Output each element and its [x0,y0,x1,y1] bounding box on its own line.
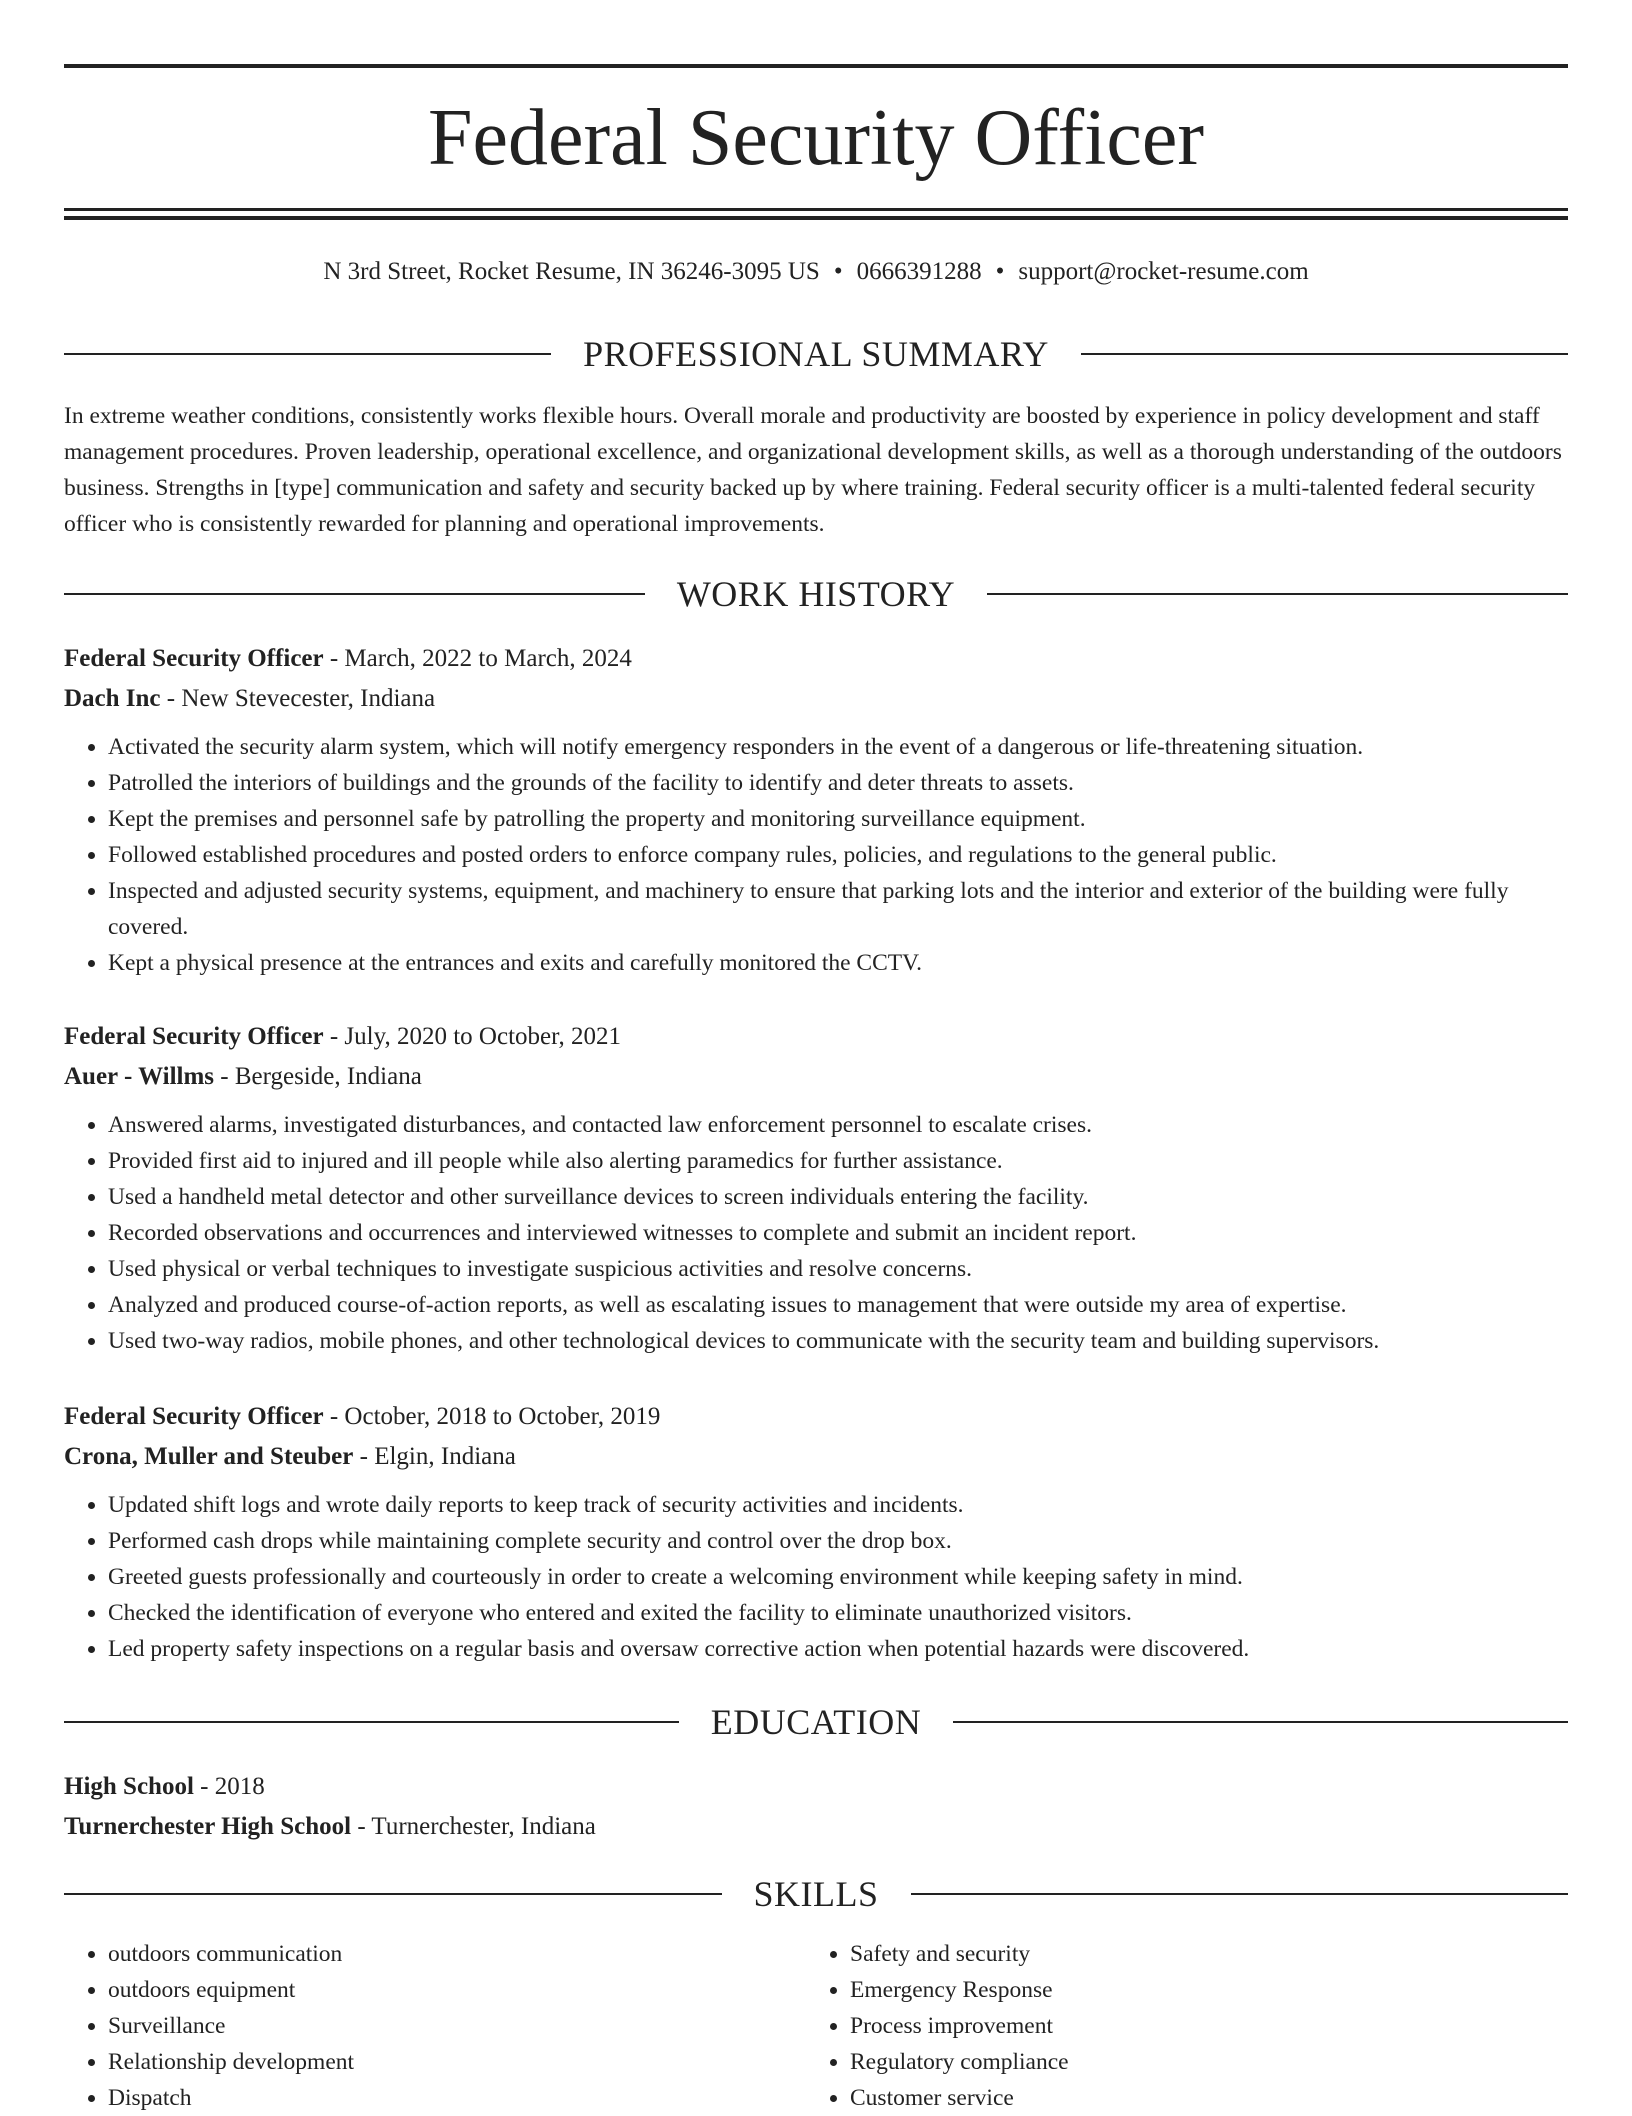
job-duty: • Analyzed and produced course-of-action reports, as well as escalating issues to management that were outside my area of expertise. [108,1287,1568,1323]
job-location: - Bergeside, Indiana [214,1063,422,1090]
heading-rule [987,593,1568,595]
heading-rule [64,593,645,595]
job-entry [64,1397,1568,1667]
contact-address: N 3rd Street, Rocket Resume, IN 36246-3095 US [323,258,820,285]
job-duty: • Provided first aid to injured and ill people while also alerting paramedics for further assistance. [108,1143,1568,1179]
skill-item: • Customer service [850,2080,1548,2116]
job-duties-list [64,729,1568,981]
job-duty: • Answered alarms, investigated disturbances, and contacted law enforcement personnel to escalate crises. [108,1107,1568,1143]
job-duty: • Kept the premises and personnel safe by patrolling the property and monitoring surveillance equipment. [108,801,1568,837]
skills-heading [64,1872,1568,1916]
heading-rule [953,1721,1568,1723]
job-duty: • Activated the security alarm system, which will notify emergency responders in the event of a dangerous or life-threatening situation. [108,729,1568,765]
skill-item: • Surveillance [108,2008,806,2044]
job-entry [64,1017,1568,1359]
summary-heading [64,332,1568,376]
contact-separator: • [995,258,1005,285]
heading-rule [64,353,551,355]
header-double-rule [64,208,1568,220]
job-duty: • Patrolled the interiors of buildings and the grounds of the facility to identify and deter threats to assets. [108,765,1568,801]
education-heading [64,1700,1568,1744]
job-dates: - March, 2022 to March, 2024 [323,645,632,672]
contact-email: support@rocket-resume.com [1018,258,1309,285]
education-year: - 2018 [193,1773,265,1800]
job-duty: • Performed cash drops while maintaining complete security and control over the drop box. [108,1523,1568,1559]
skill-item: • Regulatory compliance [850,2044,1548,2080]
job-company-line [64,1057,1568,1097]
education-entry [64,1767,1568,1847]
contact-phone: 0666391288 [856,258,982,285]
job-title-line [64,639,1568,679]
skill-item: • outdoors communication [108,1936,806,1972]
skills-title: SKILLS [753,1874,879,1914]
job-duty: • Kept a physical presence at the entrances and exits and carefully monitored the CCTV. [108,945,1568,981]
job-duty: • Followed established procedures and posted orders to enforce company rules, policies, and regulations to the general public. [108,837,1568,873]
skills-list-right [806,1936,1548,2116]
skill-item: • Emergency Response [850,1972,1548,2008]
job-title: Federal Security Officer [64,1403,324,1430]
job-duty: • Checked the identification of everyone who entered and exited the facility to eliminate unauthorized visitors. [108,1595,1568,1631]
job-company-line [64,679,1568,719]
heading-rule [64,1721,679,1723]
job-title: Federal Security Officer [64,645,324,672]
summary-title: PROFESSIONAL SUMMARY [583,334,1049,374]
skill-item: • Relationship development [108,2044,806,2080]
job-duty: • Recorded observations and occurrences and interviewed witnesses to complete and submit an incident report. [108,1215,1568,1251]
job-title: Federal Security Officer [64,1023,324,1050]
skills-columns [64,1936,1568,2116]
job-company-line [64,1437,1568,1477]
job-dates: - October, 2018 to October, 2019 [323,1403,661,1430]
job-company: Crona, Muller and Steuber [64,1443,354,1470]
job-location: - Elgin, Indiana [353,1443,516,1470]
job-duty: • Greeted guests professionally and courteously in order to create a welcoming environment while keeping safety in mind. [108,1559,1568,1595]
job-duty: • Updated shift logs and wrote daily reports to keep track of security activities and incidents. [108,1487,1568,1523]
skill-item: • Process improvement [850,2008,1548,2044]
heading-rule [64,1893,722,1895]
heading-rule [1081,353,1568,355]
skills-list-left [64,1936,806,2116]
job-entry [64,639,1568,981]
skill-item: • Safety and security [850,1936,1548,1972]
job-company: Auer - Willms [64,1063,215,1090]
education-school: Turnerchester High School [64,1813,352,1840]
education-school-line [64,1807,1568,1847]
heading-rule [911,1893,1569,1895]
skill-item: • outdoors equipment [108,1972,806,2008]
job-duty: • Used a handheld metal detector and other surveillance devices to screen individuals entering the facility. [108,1179,1568,1215]
job-location: - New Stevecester, Indiana [160,685,436,712]
job-duty: • Used physical or verbal techniques to investigate suspicious activities and resolve concerns. [108,1251,1568,1287]
job-duty: • Inspected and adjusted security systems, equipment, and machinery to ensure that parking lots and the interior and exterior of the building were fully covered. [108,873,1568,945]
job-duty: • Used two-way radios, mobile phones, and other technological devices to communicate with the security team and building supervisors. [108,1323,1568,1359]
job-duty: • Led property safety inspections on a regular basis and oversaw corrective action when potential hazards were discovered. [108,1631,1568,1667]
top-rule [64,64,1568,68]
work-history-heading [64,572,1568,616]
skill-item: • Dispatch [108,2080,806,2116]
education-title: EDUCATION [710,1702,922,1742]
resume-name: Federal Security Officer [428,94,1204,182]
summary-text: In extreme weather conditions, consistently works flexible hours. Overall morale and productivity are boosted by experience in policy development and staff management procedures. Proven leadership, operational excellence, and organizational development skills, as well as a thorough understanding of the outdoors business. Strengths in [type] communication and safety and security backed up by where training. Federal security officer is a multi-talented federal security officer who is consistently rewarded for planning and operational improvements. [64,403,1562,537]
job-duties-list [64,1107,1568,1359]
job-title-line [64,1017,1568,1057]
job-dates: - July, 2020 to October, 2021 [323,1023,621,1050]
job-company: Dach Inc [64,685,161,712]
job-title-line [64,1397,1568,1437]
contact-line [64,252,1568,292]
education-location: - Turnerchester, Indiana [351,1813,596,1840]
job-duties-list [64,1487,1568,1667]
contact-separator: • [833,258,843,285]
education-degree: High School [64,1773,194,1800]
work-history-title: WORK HISTORY [676,574,956,614]
education-degree-line [64,1767,1568,1807]
